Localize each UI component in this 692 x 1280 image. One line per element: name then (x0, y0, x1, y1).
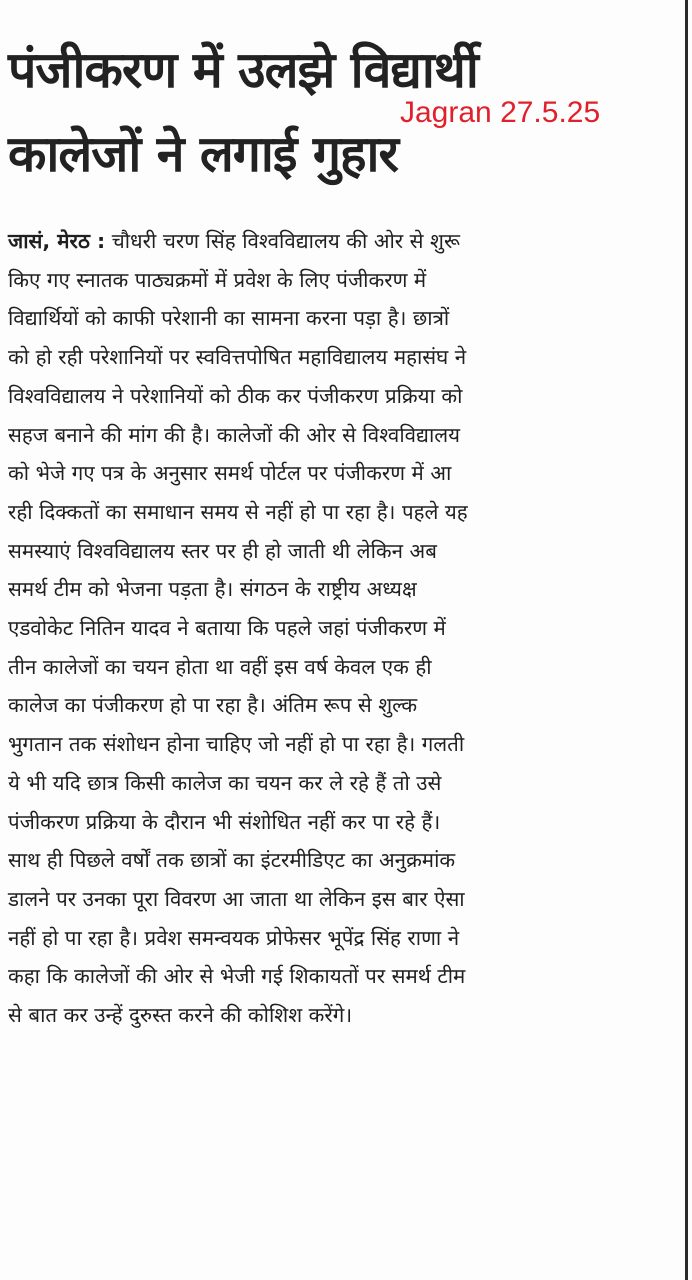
headline-line: पंजीकरण में उलझे विद्यार्थी (8, 41, 478, 99)
body-line: समर्थ टीम को भेजना पड़ता है। संगठन के राष्ट्रीय अध्यक्ष (8, 577, 417, 602)
body-line: तीन कालेजों का चयन होता था वहीं इस वर्ष केवल एक ही (8, 654, 432, 679)
body-line: को हो रही परेशानियों पर स्ववित्तपोषित महाविद्यालय महासंघ ने (8, 345, 467, 370)
body-line: नहीं हो पा रहा है। प्रवेश समन्वयक प्रोफेसर भूपेंद्र सिंह राणा ने (8, 925, 460, 950)
source-date-note: Jagran 27.5.25 (400, 96, 601, 129)
body-line: ये भी यदि छात्र किसी कालेज का चयन कर ले रहे हैं तो उसे (8, 770, 442, 795)
headline-line: कालेजों ने लगाई गुहार (8, 125, 398, 183)
body-line: किए गए स्नातक पाठ्यक्रमों में प्रवेश के लिए पंजीकरण में (8, 267, 427, 292)
body-line: सहज बनाने की मांग की है। कालेजों की ओर से विश्वविद्यालय (8, 422, 461, 447)
body-line: कालेज का पंजीकरण हो पा रहा है। अंतिम रूप से शुल्क (8, 693, 418, 718)
body-line: को भेजे गए पत्र के अनुसार समर्थ पोर्टल पर पंजीकरण में आ (8, 461, 452, 486)
body-line: से बात कर उन्हें दुरुस्त करने की कोशिश करेंगे। (8, 1003, 353, 1028)
body-line: साथ ही पिछले वर्षों तक छात्रों का इंटरमीडिएट का अनुक्रमांक (8, 848, 456, 873)
body-line: कहा कि कालेजों की ओर से भेजी गई शिकायतों पर समर्थ टीम (8, 964, 466, 989)
article-body (8, 222, 648, 1035)
body-line: विश्वविद्यालय ने परेशानियों को ठीक कर पंजीकरण प्रक्रिया को (8, 383, 463, 408)
body-line-text: चौधरी चरण सिंह विश्वविद्यालय की ओर से शुरू (111, 229, 460, 253)
body-line: एडवोकेट नितिन यादव ने बताया कि पहले जहां पंजीकरण में (8, 616, 446, 641)
body-line: समस्याएं विश्वविद्यालय स्तर पर ही हो जाती थी लेकिन अब (8, 538, 437, 563)
body-line: रही दिक्कतों का समाधान समय से नहीं हो पा रहा है। पहले यह (8, 499, 468, 524)
body-line-first (8, 222, 648, 261)
body-line: विद्यार्थियों को काफी परेशानी का सामना करना पड़ा है। छात्रों (8, 306, 450, 331)
body-line: भुगतान तक संशोधन होना चाहिए जो नहीं हो पा रहा है। गलती (8, 732, 465, 757)
dateline: जासं, मेरठ : (8, 229, 106, 253)
body-line: पंजीकरण प्रक्रिया के दौरान भी संशोधित नहीं कर पा रहे हैं। (8, 809, 441, 834)
column-rule (685, 0, 688, 1280)
body-line: डालने पर उनका पूरा विवरण आ जाता था लेकिन इस बार ऐसा (8, 886, 465, 911)
